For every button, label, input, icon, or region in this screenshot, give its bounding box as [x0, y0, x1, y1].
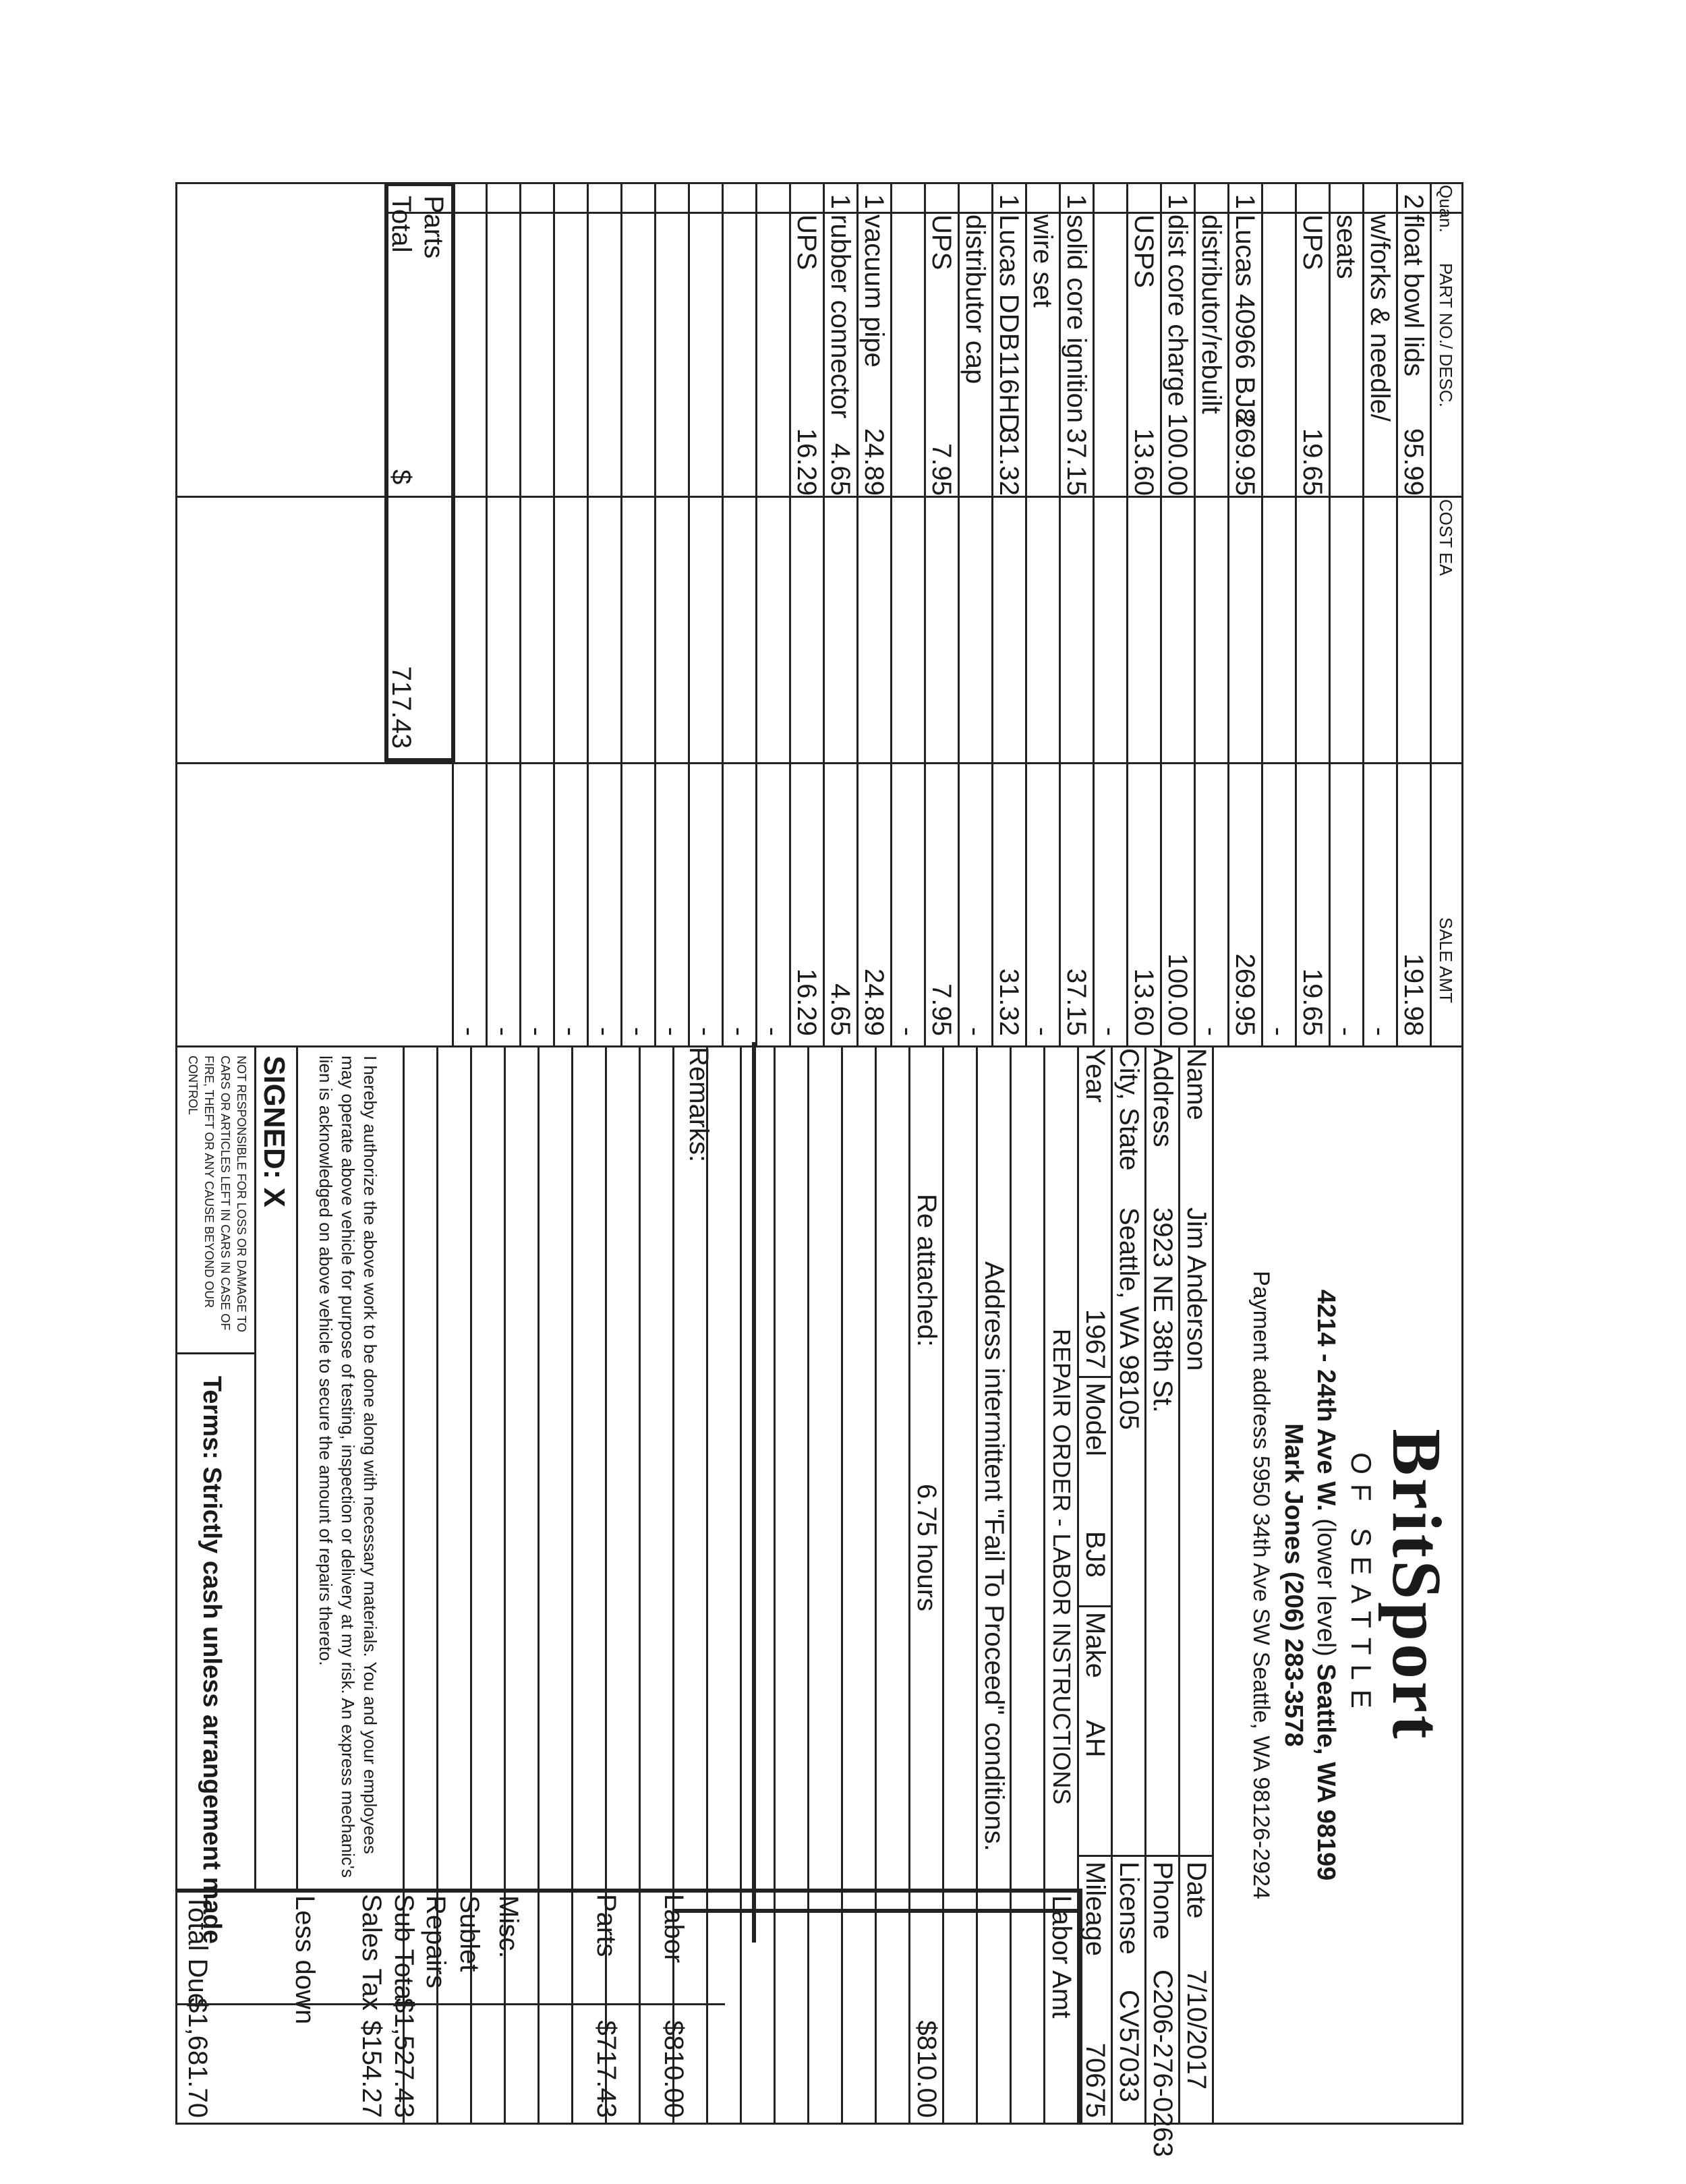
company-street: 4214 - 24th Ave W.	[1312, 1289, 1340, 1512]
sale-amount-cell: -	[488, 1027, 518, 1036]
company-tagline: OF SEATTLE	[1345, 1452, 1377, 1718]
sale-amount-cell: -	[556, 1027, 585, 1036]
parts-total-value: 717.43	[386, 666, 416, 749]
labor-section-title: REPAIR ORDER - LABOR INSTRUCTIONS	[1048, 1329, 1076, 1805]
table-row	[1396, 182, 1430, 1045]
sale-amount-cell: 4.65	[825, 983, 855, 1036]
table-row	[958, 182, 991, 1045]
summary-labor-label: Labor	[659, 1894, 689, 1963]
vehicle-year: 1967	[1080, 1309, 1110, 1369]
sale-amount-cell: 7.95	[927, 983, 956, 1036]
table-row	[1194, 182, 1227, 1045]
sale-amount-cell: -	[960, 1027, 990, 1036]
description-cell: wire set	[1028, 214, 1057, 308]
cost-cell: 4.65	[825, 443, 855, 496]
sale-amount-cell: -	[1365, 1027, 1395, 1036]
sale-amount-cell: 13.60	[1129, 968, 1159, 1036]
sale-amount-cell: 16.29	[792, 968, 821, 1036]
sale-amount-cell: -	[455, 1027, 484, 1036]
col-divider	[175, 496, 1463, 498]
quantity-cell: 1	[994, 194, 1024, 209]
address-label: Address	[1148, 1048, 1178, 1147]
company-header	[1214, 1045, 1463, 2125]
description-cell: float bowl lids	[1399, 214, 1428, 377]
description-cell: solid core ignition	[1062, 214, 1091, 424]
parts-total-box	[384, 182, 455, 762]
table-row	[1160, 182, 1194, 1045]
sale-amount-cell: -	[1196, 1027, 1226, 1036]
col-divider	[384, 212, 1463, 214]
labor-hours: 6.75 hours	[912, 1484, 941, 1612]
table-row	[924, 182, 958, 1045]
customer-phone: C206-276-0263	[1148, 1970, 1178, 2157]
description-cell: Lucas 40966 BJ8	[1230, 214, 1260, 424]
phone-label: Phone	[1148, 1862, 1178, 1940]
cost-cell: 100.00	[1163, 413, 1192, 496]
table-row	[1329, 182, 1362, 1045]
order-date: 7/10/2017	[1182, 1970, 1211, 2090]
vehicle-model: BJ8	[1080, 1531, 1110, 1578]
total-due-value: $1,681.70	[183, 1998, 212, 2118]
company-city: Seattle, WA 98199	[1312, 1663, 1340, 1881]
vehicle-make: AH	[1080, 1720, 1110, 1758]
rule	[1079, 1855, 1113, 1857]
header-sale: SALE AMT	[1436, 917, 1456, 1004]
parts-label: Parts	[419, 196, 448, 259]
table-row	[1261, 182, 1295, 1045]
vehicle-mileage: 70675	[1080, 2042, 1110, 2118]
cost-cell: 31.32	[994, 428, 1024, 496]
company-payment-address: Payment address 5950 34th Ave SW Seattle, WA 98126-2924	[1248, 1271, 1274, 1899]
labor-amt-header: Labor Amt	[1047, 1895, 1076, 2019]
summary-parts-label: Parts	[591, 1894, 621, 1957]
description-cell: distributor/rebuilt	[1196, 214, 1226, 414]
repair-order-form	[175, 182, 1463, 2157]
make-label: Make	[1080, 1612, 1110, 1678]
summary-labor	[658, 1889, 691, 2125]
summary-parts	[590, 1889, 624, 2125]
vehicle-license: CV57033	[1114, 1990, 1144, 2102]
table-row	[553, 182, 587, 1045]
subtotal-value: $1,527.43	[389, 1998, 419, 2118]
sale-amount-cell: 191.98	[1399, 953, 1428, 1036]
sale-amount-cell: -	[758, 1027, 788, 1036]
cost-cell: 7.95	[927, 443, 956, 496]
table-row	[1227, 182, 1261, 1045]
remarks-label: Remarks:	[684, 1047, 714, 1163]
description-cell: vacuum pipe	[859, 214, 889, 368]
cost-cell: 95.99	[1399, 428, 1428, 496]
description-cell: USPS	[1129, 214, 1159, 288]
sale-amount-cell: 19.65	[1298, 968, 1327, 1036]
table-row	[856, 182, 890, 1045]
summary-subtotal	[354, 1889, 422, 2125]
summary-sublet-label: Sublet	[455, 1895, 484, 1972]
date-label: Date	[1182, 1862, 1211, 1919]
labor-line-amount: $810.00	[912, 2020, 941, 2118]
cost-cell: 269.95	[1230, 413, 1260, 496]
city-label: City, State	[1114, 1048, 1144, 1171]
cost-cell: 19.65	[1298, 428, 1327, 496]
customer-address: 3923 NE 38th St.	[1148, 1207, 1178, 1413]
description-cell: Lucas DDB116HD	[994, 214, 1024, 433]
cost-cell: 16.29	[792, 428, 821, 496]
description-cell: distributor cap	[960, 214, 990, 384]
rule	[296, 1045, 298, 1889]
description-cell: UPS	[792, 214, 821, 270]
disclaimer-text: NOT RESPONSIBLE FOR LOSS OR DAMAGE TO CARS OR ARTICLES LEFT IN CARS IN CASE OF FIRE, THEFT OR ANY CAUSE BEYOND OUR CONTROL	[186, 1056, 248, 1333]
sale-amount-cell: 37.15	[1062, 968, 1091, 1036]
table-row	[722, 182, 755, 1045]
customer-name: Jim Anderson	[1182, 1207, 1211, 1371]
company-logo: BritSport	[1378, 1429, 1455, 1742]
cost-cell: 37.15	[1062, 428, 1091, 496]
sale-amount-cell: -	[1028, 1027, 1057, 1036]
table-row	[587, 182, 620, 1045]
rule	[175, 1352, 256, 1354]
table-row	[755, 182, 789, 1045]
description-cell: UPS	[1298, 214, 1327, 270]
sale-amount-cell: 24.89	[859, 968, 889, 1036]
currency-symbol: $	[386, 469, 416, 485]
description-cell: dist core charge	[1163, 214, 1192, 407]
table-row	[1295, 182, 1329, 1045]
rule	[1079, 1605, 1113, 1607]
quantity-cell: 1	[1062, 194, 1091, 209]
description-cell: w/forks & needle/	[1365, 214, 1395, 422]
company-address	[1310, 1045, 1342, 2125]
summary-labor-value: $810.00	[659, 2020, 689, 2118]
sale-amount-cell: -	[724, 1027, 754, 1036]
quantity-cell: 1	[825, 194, 855, 209]
customer-city: Seattle, WA 98105	[1114, 1207, 1144, 1430]
table-row	[789, 182, 823, 1045]
sale-amount-cell: 100.00	[1163, 953, 1192, 1036]
description-cell: rubber connector	[825, 214, 855, 419]
table-row	[1059, 182, 1093, 1045]
rule	[254, 1045, 256, 1889]
year-label: Year	[1080, 1048, 1110, 1103]
subtotal-label: Sub Total	[389, 1894, 419, 2007]
table-row	[1025, 182, 1059, 1045]
description-cell: seats	[1331, 214, 1361, 279]
rule	[1113, 1855, 1146, 1857]
customer-info	[1079, 1045, 1214, 2157]
sale-amount-cell: -	[893, 1027, 923, 1036]
description-cell: UPS	[927, 214, 956, 270]
rule	[674, 1909, 1079, 1913]
parts-header-row	[1430, 182, 1463, 1045]
license-label: License	[1114, 1862, 1144, 1955]
sales-tax-label: Sales Tax	[357, 1894, 386, 2011]
table-row	[823, 182, 856, 1045]
total-due-label: Total Due	[183, 1894, 212, 2008]
table-row	[1362, 182, 1396, 1045]
payment-terms: Terms: Strictly cash unless arrangement made	[198, 1376, 226, 1944]
quantity-cell: 1	[1163, 194, 1192, 209]
header-desc: PART NO./ DESC.	[1436, 263, 1456, 407]
table-row	[654, 182, 688, 1045]
summary-repairs-label: Repairs	[421, 1895, 450, 1988]
sale-amount-cell: -	[1331, 1027, 1361, 1036]
less-down-label: Less down	[290, 1895, 320, 2025]
company-address-mid: (lower level)	[1312, 1511, 1340, 1664]
header-cost: COST EA	[1436, 499, 1456, 576]
sale-amount-cell: -	[589, 1027, 619, 1036]
table-row	[1093, 182, 1126, 1045]
table-row	[890, 182, 924, 1045]
sale-amount-cell: -	[522, 1027, 552, 1036]
quantity-cell: 2	[1399, 194, 1428, 209]
company-contact: Mark Jones (206) 283-3578	[1279, 1423, 1308, 1747]
summary-parts-value: $717.43	[591, 2020, 621, 2118]
quantity-cell: 1	[1230, 194, 1260, 209]
authorization-text: I hereby authorize the above work to be done along with necessary materials. You and your employees may operate above vehicle for purpose of testing, inspection or delivery at my risk. An express mechanic's lien is acknowledged on above vehicle to secure the amount of repairs thereto.	[316, 1056, 380, 1878]
total-label: Total	[386, 196, 416, 253]
model-label: Model	[1080, 1383, 1110, 1456]
sale-amount-cell: -	[657, 1027, 687, 1036]
labor-instruction-1: Address intermittent "Fail To Proceed" conditions.	[979, 1261, 1009, 1851]
sale-amount-cell: -	[623, 1027, 653, 1036]
rule	[1146, 1855, 1180, 1857]
table-row	[688, 182, 722, 1045]
labor-instruction-2-label: Re attached:	[912, 1194, 941, 1347]
rule	[1180, 1855, 1214, 1857]
signature-line[interactable]: SIGNED: X	[258, 1056, 291, 1207]
table-row	[991, 182, 1025, 1045]
cost-cell: 24.89	[859, 428, 889, 496]
parts-table	[175, 182, 1463, 1045]
rule	[175, 2003, 725, 2005]
table-row	[452, 182, 486, 1045]
header-quan: Quan.	[1436, 185, 1456, 233]
sale-amount-cell: -	[1095, 1027, 1125, 1036]
sale-amount-cell: 31.32	[994, 968, 1024, 1036]
rule	[1079, 1376, 1113, 1378]
mileage-label: Mileage	[1080, 1862, 1110, 1957]
table-row	[1126, 182, 1160, 1045]
name-label: Name	[1182, 1048, 1211, 1120]
sale-amount-cell: -	[691, 1027, 720, 1036]
col-divider	[175, 762, 1463, 764]
sale-amount-cell: 269.95	[1230, 953, 1260, 1036]
table-row	[486, 182, 519, 1045]
summary-misc-label: Misc.	[494, 1895, 523, 1959]
sales-tax-value: $154.27	[357, 2020, 386, 2118]
sale-amount-cell: -	[1264, 1027, 1293, 1036]
table-row	[620, 182, 654, 1045]
table-row	[519, 182, 553, 1045]
quantity-cell: 1	[859, 194, 889, 209]
cost-cell: 13.60	[1129, 428, 1159, 496]
